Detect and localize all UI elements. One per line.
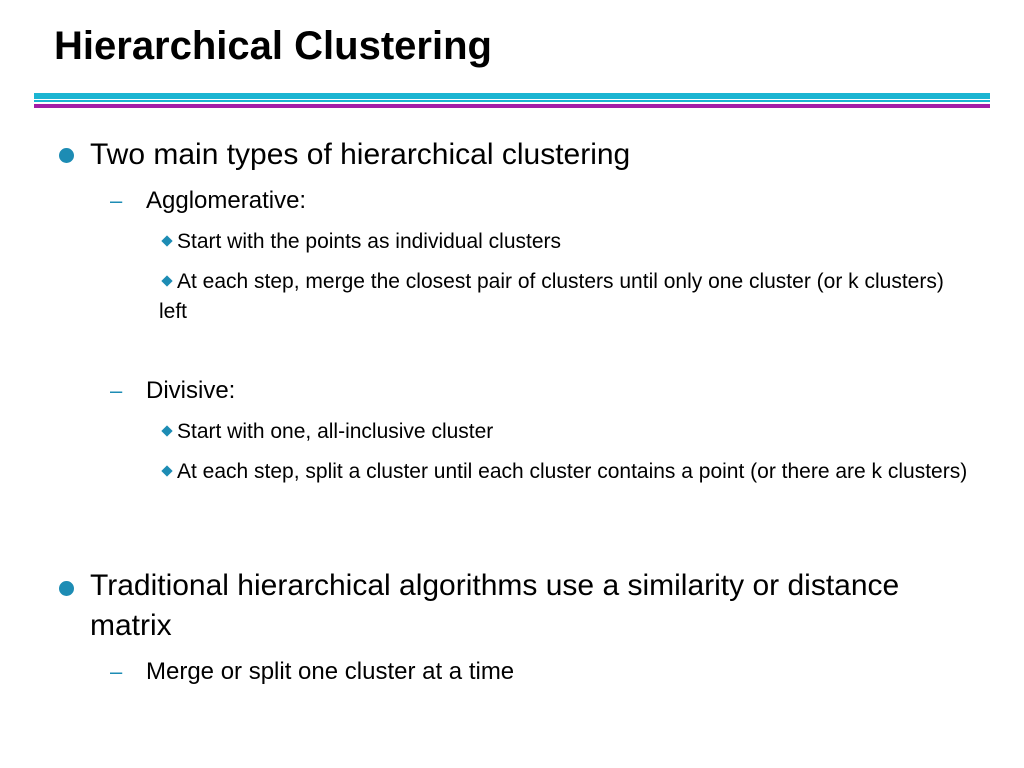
diamond-icon bbox=[161, 276, 172, 287]
bullet-dot-icon bbox=[59, 148, 74, 163]
diamond-icon bbox=[161, 466, 172, 477]
bullet-1-text: Two main types of hierarchical clustering bbox=[90, 138, 631, 171]
sub-sub-bullet bbox=[159, 267, 969, 327]
diamond-icon bbox=[161, 426, 172, 437]
diamond-icon bbox=[161, 236, 172, 247]
bullet-dot-icon bbox=[59, 581, 74, 596]
sub-sub-bullet-text: At each step, merge the closest pair of clusters until only one cluster (or k clusters) left bbox=[159, 270, 944, 323]
sub-sub-bullet-text: Start with the points as individual clusters bbox=[177, 230, 562, 253]
bullet-2-text: Traditional hierarchical algorithms use a similarity or distance matrix bbox=[90, 569, 900, 642]
sub-sub-bullet bbox=[159, 227, 969, 257]
sub-sub-bullet-text: Start with one, all-inclusive cluster bbox=[177, 420, 494, 443]
en-dash-icon: – bbox=[110, 659, 123, 684]
sub-sub-bullet bbox=[159, 457, 969, 487]
slide-title: Hierarchical Clustering bbox=[54, 24, 492, 68]
sub-bullet-merge-split: Merge or split one cluster at a time bbox=[146, 658, 515, 685]
sub-sub-bullet-text: At each step, split a cluster until each cluster contains a point (or there are k clusters) bbox=[177, 460, 968, 483]
sub-bullet-agglomerative: Agglomerative: bbox=[146, 187, 307, 214]
sub-sub-bullet bbox=[159, 417, 969, 447]
sub-bullet-divisive: Divisive: bbox=[146, 377, 236, 404]
en-dash-icon: – bbox=[110, 378, 123, 403]
en-dash-icon: – bbox=[110, 188, 123, 213]
